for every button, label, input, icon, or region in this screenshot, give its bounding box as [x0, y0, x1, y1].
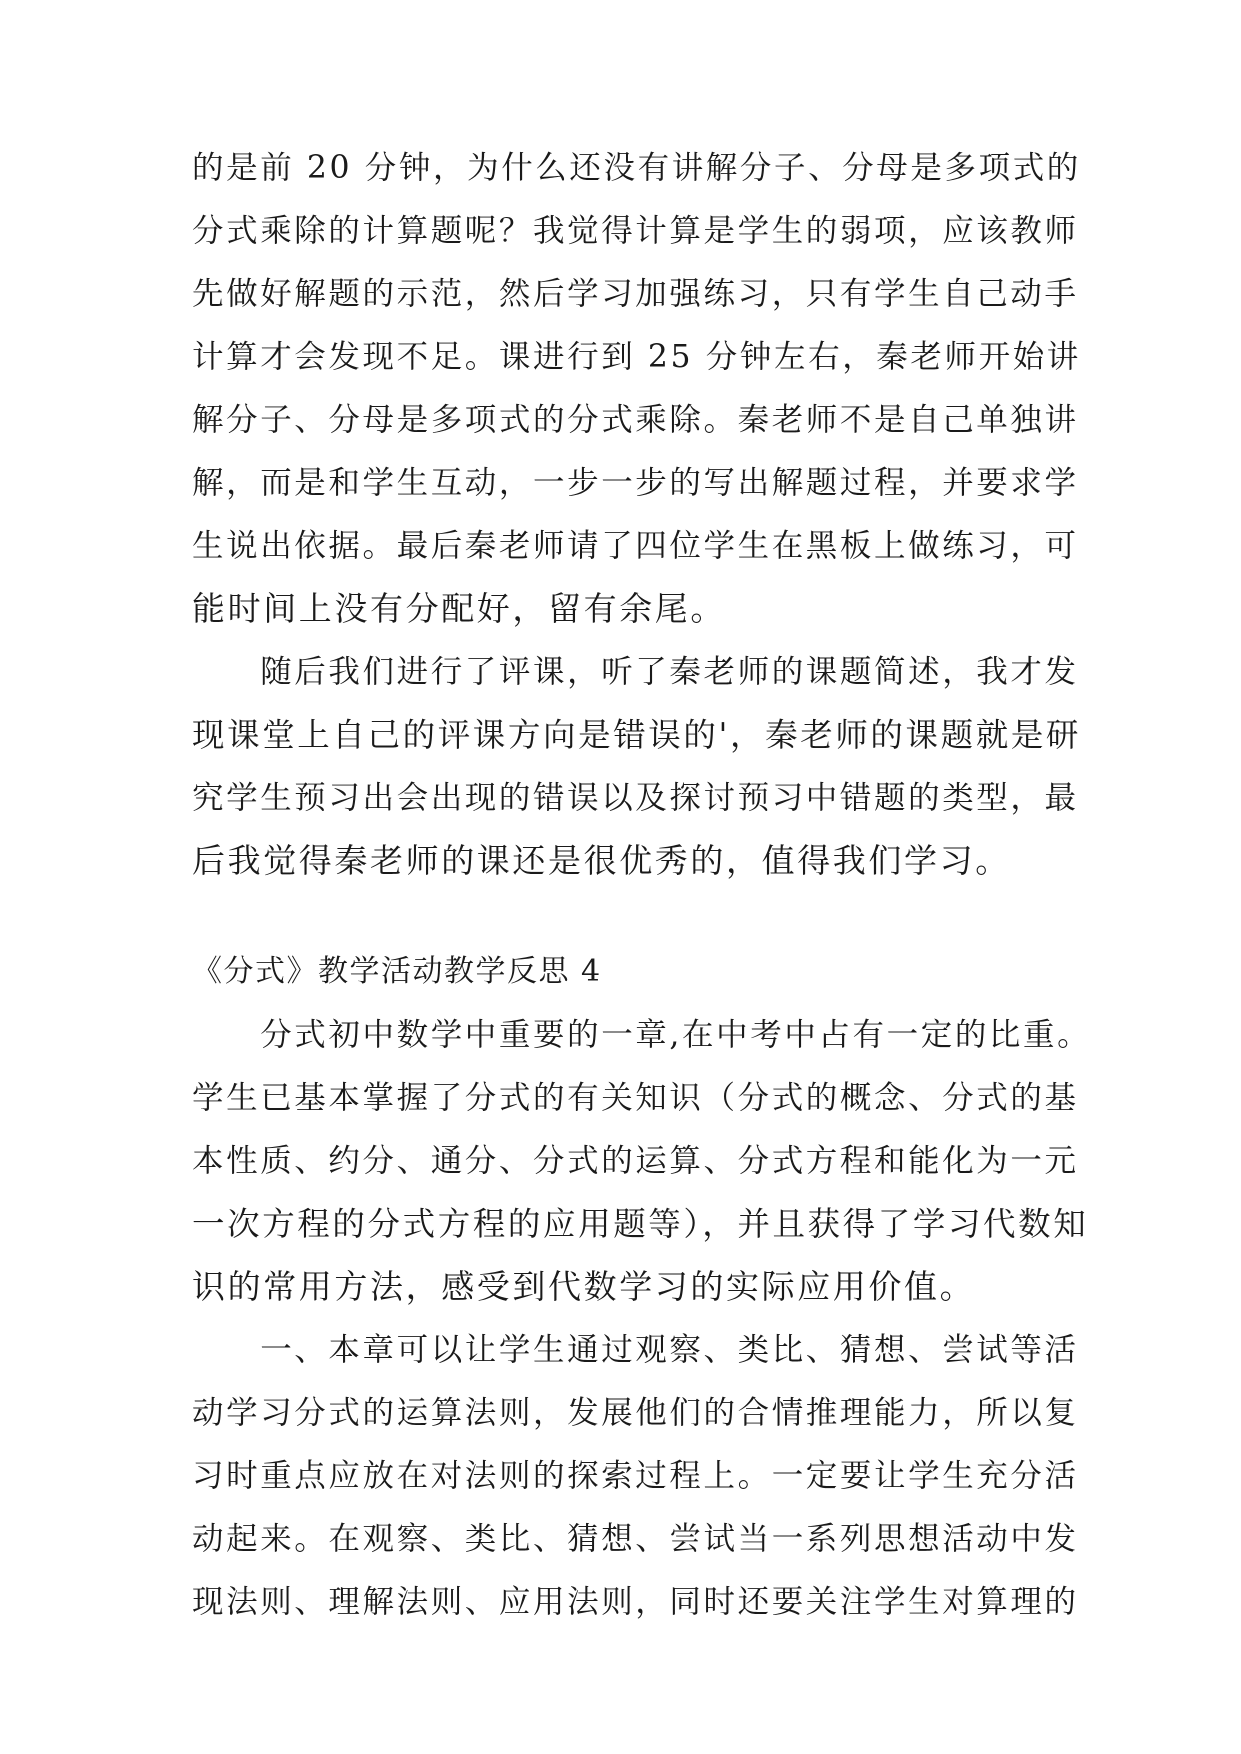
paragraph-line: 一、本章可以让学生通过观察、类比、猜想、尝试等活 — [192, 1332, 1079, 1368]
paragraph-line: 习时重点应放在对法则的探索过程上。一定要让学生充分活 — [192, 1458, 1079, 1494]
paragraph-line: 计算才会发现不足。课进行到 25 分钟左右，秦老师开始讲 — [192, 339, 1081, 375]
paragraph-line: 能时间上没有分配好，留有余尾。 — [192, 589, 726, 628]
paragraph-line: 先做好解题的示范，然后学习加强练习，只有学生自己动手 — [192, 276, 1079, 312]
paragraph-line: 本性质、约分、通分、分式的运算、分式方程和能化为一元 — [192, 1143, 1079, 1179]
paragraph-line: 现法则、理解法则、应用法则，同时还要关注学生对算理的 — [192, 1584, 1079, 1620]
paragraph-line: 生说出依据。最后秦老师请了四位学生在黑板上做练习，可 — [192, 528, 1079, 564]
paragraph-line: 后我觉得秦老师的课还是很优秀的，值得我们学习。 — [192, 841, 1011, 880]
section-heading: 《分式》教学活动教学反思 4 — [192, 954, 602, 989]
paragraph-line: 的是前 20 分钟，为什么还没有讲解分子、分母是多项式的 — [192, 150, 1081, 186]
paragraph-line: 动学习分式的运算法则，发展他们的合情推理能力，所以复 — [192, 1395, 1079, 1431]
paragraph-line: 究学生预习出会出现的错误以及探讨预习中错题的类型，最 — [192, 780, 1079, 816]
paragraph-line: 一次方程的分式方程的应用题等），并且获得了学习代数知 — [192, 1205, 1089, 1243]
paragraph-line: 动起来。在观察、类比、猜想、尝试当一系列思想活动中发 — [192, 1521, 1079, 1557]
paragraph-line: 分式乘除的计算题呢？我觉得计算是学生的弱项，应该教师 — [192, 213, 1079, 249]
paragraph-line: 解，而是和学生互动，一步一步的写出解题过程，并要求学 — [192, 465, 1079, 501]
paragraph-line: 学生已基本掌握了分式的有关知识（分式的概念、分式的基 — [192, 1080, 1079, 1116]
paragraph-line: 现课堂上自己的评课方向是错误的'，秦老师的课题就是研 — [192, 716, 1082, 754]
paragraph-line: 随后我们进行了评课，听了秦老师的课题简述，我才发 — [192, 654, 1079, 690]
paragraph-line: 识的常用方法，感受到代数学习的实际应用价值。 — [192, 1267, 976, 1306]
paragraph-line: 解分子、分母是多项式的分式乘除。秦老师不是自己单独讲 — [192, 402, 1079, 438]
paragraph-line: 分式初中数学中重要的一章,在中考中占有一定的比重。 — [192, 1017, 1092, 1053]
